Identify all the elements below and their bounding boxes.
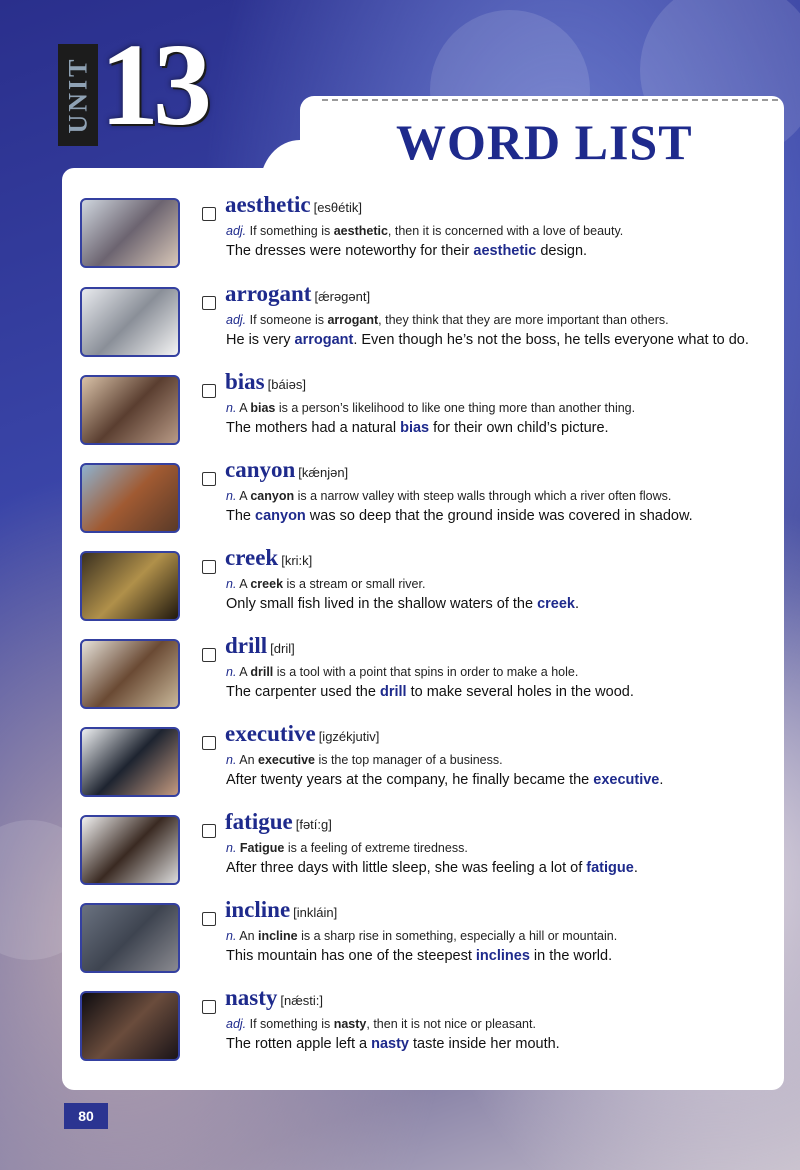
word-example [226, 596, 579, 612]
example-text: in the world. [529, 948, 613, 964]
example-keyword: aesthetic [473, 243, 537, 259]
example-keyword: creek [537, 596, 575, 612]
word-headline [225, 281, 370, 307]
word-example [226, 420, 609, 436]
word-example [226, 508, 693, 524]
definition-text: A [239, 401, 251, 415]
word-term: arrogant [225, 281, 312, 306]
word-headline [225, 721, 379, 747]
word-pronunciation: [fətí:g] [295, 817, 332, 832]
word-term: aesthetic [225, 192, 311, 217]
word-term: nasty [225, 985, 278, 1010]
example-text: . Even though he’s not the boss, he tells everyone what to do. [353, 332, 749, 348]
word-pronunciation: [inkláin] [293, 905, 338, 920]
word-example [226, 684, 634, 700]
word-entry [80, 457, 770, 537]
part-of-speech: n. [226, 929, 237, 943]
page-number: 80 [64, 1103, 108, 1129]
definition-keyword: executive [258, 753, 315, 767]
word-definition [226, 753, 503, 767]
example-text: The rotten apple left a [226, 1036, 372, 1052]
word-checkbox[interactable] [202, 648, 216, 662]
word-photo [80, 815, 180, 885]
word-definition [226, 489, 671, 503]
definition-text: If something is [249, 224, 334, 238]
word-photo [80, 551, 180, 621]
example-keyword: nasty [371, 1036, 409, 1052]
title-tab-slope [260, 140, 320, 188]
part-of-speech: adj. [226, 224, 247, 238]
definition-keyword: bias [250, 401, 276, 415]
word-entry [80, 192, 770, 272]
definition-text: is the top manager of a business. [314, 753, 503, 767]
word-photo [80, 463, 180, 533]
word-photo [80, 991, 180, 1061]
example-text: taste inside her mouth. [408, 1036, 560, 1052]
word-term: drill [225, 633, 268, 658]
unit-number: 13 [100, 19, 206, 150]
definition-text: , they think that they are more important than others. [378, 313, 669, 327]
part-of-speech: adj. [226, 1017, 247, 1031]
definition-text: A [239, 577, 251, 591]
example-keyword: executive [593, 772, 660, 788]
definition-keyword: arrogant [327, 313, 379, 327]
word-entry [80, 545, 770, 625]
word-entry [80, 897, 770, 977]
part-of-speech: n. [226, 753, 237, 767]
word-checkbox[interactable] [202, 207, 216, 221]
word-photo [80, 727, 180, 797]
word-checkbox[interactable] [202, 824, 216, 838]
unit-label-bar [58, 44, 98, 146]
word-headline [225, 192, 362, 218]
definition-text: , then it is not nice or pleasant. [366, 1017, 536, 1031]
definition-text: is a person’s likelihood to like one thing more than another thing. [275, 401, 636, 415]
word-pronunciation: [dril] [270, 641, 295, 656]
definition-text: An [239, 929, 258, 943]
example-text: He is very [226, 332, 295, 348]
word-entry [80, 985, 770, 1065]
example-text: After three days with little sleep, she was feeling a lot of [226, 860, 587, 876]
word-definition [226, 1017, 536, 1031]
word-entry [80, 809, 770, 889]
unit-label: UNIT [63, 56, 93, 134]
word-pronunciation: [esθétik] [313, 200, 362, 215]
word-photo [80, 903, 180, 973]
word-checkbox[interactable] [202, 472, 216, 486]
example-text: . [574, 596, 580, 612]
word-checkbox[interactable] [202, 912, 216, 926]
word-checkbox[interactable] [202, 560, 216, 574]
word-pronunciation: [kri:k] [281, 553, 313, 568]
word-term: bias [225, 369, 265, 394]
definition-keyword: canyon [250, 489, 295, 503]
part-of-speech: n. [226, 665, 237, 679]
definition-text: , then it is concerned with a love of beauty. [387, 224, 624, 238]
example-keyword: drill [379, 684, 407, 700]
definition-text: A [239, 489, 251, 503]
example-keyword: arrogant [294, 332, 354, 348]
word-pronunciation: [nǽsti:] [280, 993, 324, 1008]
example-keyword: canyon [255, 508, 306, 524]
word-photo [80, 287, 180, 357]
example-text: The dresses were noteworthy for their [226, 243, 474, 259]
part-of-speech: n. [226, 841, 237, 855]
word-term: canyon [225, 457, 296, 482]
word-definition [226, 224, 623, 238]
word-checkbox[interactable] [202, 736, 216, 750]
word-definition [226, 929, 617, 943]
word-entry [80, 721, 770, 801]
word-definition [226, 313, 669, 327]
word-entry [80, 633, 770, 713]
definition-keyword: nasty [333, 1017, 367, 1031]
definition-keyword: creek [250, 577, 284, 591]
example-text: was so deep that the ground inside was covered in shadow. [305, 508, 693, 524]
word-definition [226, 401, 635, 415]
definition-keyword: Fatigue [239, 841, 285, 855]
definition-text: If someone is [249, 313, 328, 327]
word-checkbox[interactable] [202, 384, 216, 398]
example-keyword: bias [400, 420, 430, 436]
example-text: The [226, 508, 256, 524]
definition-text: is a stream or small river. [283, 577, 426, 591]
example-text: This mountain has one of the steepest [226, 948, 476, 964]
word-pronunciation: [ǽrəgənt] [314, 289, 371, 304]
word-headline [225, 985, 323, 1011]
word-term: executive [225, 721, 316, 746]
word-entry [80, 369, 770, 449]
word-headline [225, 369, 306, 395]
word-headline [225, 809, 332, 835]
part-of-speech: adj. [226, 313, 247, 327]
part-of-speech: n. [226, 489, 237, 503]
word-example [226, 772, 663, 788]
word-term: incline [225, 897, 291, 922]
example-text: to make several holes in the wood. [406, 684, 634, 700]
definition-keyword: incline [258, 929, 298, 943]
example-keyword: inclines [475, 948, 530, 964]
word-pronunciation: [kǽnjən] [298, 465, 349, 480]
page-title: WORD LIST [396, 114, 693, 170]
example-text: design. [536, 243, 588, 259]
word-definition [226, 577, 425, 591]
example-keyword: fatigue [586, 860, 634, 876]
part-of-speech: n. [226, 401, 237, 415]
word-headline [225, 545, 312, 571]
word-pronunciation: [igzékjutiv] [318, 729, 380, 744]
definition-keyword: drill [250, 665, 274, 679]
definition-keyword: aesthetic [333, 224, 388, 238]
word-example [226, 860, 638, 876]
example-text: After twenty years at the company, he finally became the [226, 772, 594, 788]
definition-text: is a narrow valley with steep walls through which a river often flows. [294, 489, 672, 503]
word-example [226, 948, 612, 964]
part-of-speech: n. [226, 577, 237, 591]
word-pronunciation: [báiəs] [267, 377, 306, 392]
word-term: creek [225, 545, 279, 570]
word-photo [80, 198, 180, 268]
example-text: Only small fish lived in the shallow waters of the [226, 596, 538, 612]
word-definition [226, 841, 468, 855]
example-text: The carpenter used the [226, 684, 380, 700]
example-text: . [633, 860, 638, 876]
definition-text: is a sharp rise in something, especially a hill or mountain. [297, 929, 618, 943]
word-example [226, 332, 749, 348]
word-photo [80, 375, 180, 445]
word-term: fatigue [225, 809, 293, 834]
word-checkbox[interactable] [202, 1000, 216, 1014]
word-photo [80, 639, 180, 709]
word-example [226, 1036, 560, 1052]
word-headline [225, 457, 348, 483]
definition-text: If something is [249, 1017, 334, 1031]
definition-text: is a tool with a point that spins in order to make a hole. [273, 665, 579, 679]
word-headline [225, 633, 295, 659]
definition-text: An [239, 753, 258, 767]
word-entry [80, 281, 770, 361]
definition-text: is a feeling of extreme tiredness. [284, 841, 468, 855]
word-checkbox[interactable] [202, 296, 216, 310]
example-text: . [659, 772, 664, 788]
word-example [226, 243, 587, 259]
word-definition [226, 665, 578, 679]
word-headline [225, 897, 337, 923]
example-text: for their own child’s picture. [429, 420, 609, 436]
definition-text: A [239, 665, 251, 679]
example-text: The mothers had a natural [226, 420, 401, 436]
dashed-divider [322, 99, 778, 101]
